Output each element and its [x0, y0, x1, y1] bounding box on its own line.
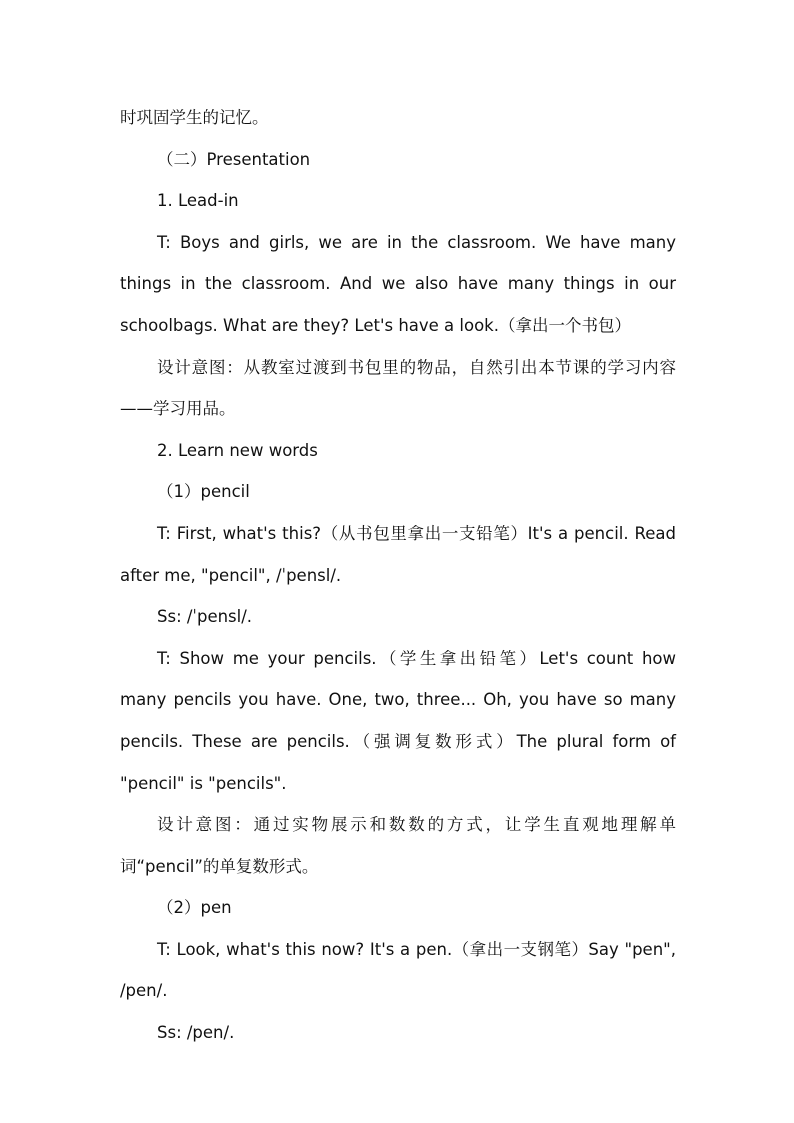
subheading-lead-in: 1. Lead-in	[157, 191, 239, 211]
paragraph-design-intent-2: 设计意图：通过实物展示和数数的方式，让学生直观地理解单词“pencil”的单复数形式。	[120, 815, 676, 876]
document-body	[120, 97, 676, 1054]
word-heading-pencil: （1）pencil	[157, 482, 250, 502]
paragraph-teacher-pen: T: Look, what's this now? It's a pen.（拿出一支钢笔）Say "pen", /pen/.	[120, 939, 676, 1001]
paragraph-students-pen: Ss: /pen/.	[157, 1023, 235, 1043]
paragraph-memory-consolidation: 时巩固学生的记忆。	[120, 108, 269, 127]
paragraph-students-pencil: Ss: /ˈpensl/.	[157, 607, 253, 627]
paragraph-teacher-intro: T: Boys and girls, we are in the classroom. We have many things in the classroom. And we also have many things in our schoolbags. What are they? Let's have a look.（拿出一个书包）	[120, 232, 676, 335]
word-heading-pen: （2）pen	[157, 898, 232, 918]
paragraph-design-intent-1: 设计意图：从教室过渡到书包里的物品，自然引出本节课的学习内容——学习用品。	[120, 357, 676, 419]
paragraph-teacher-pencil: T: First, what's this?（从书包里拿出一支铅笔）It's a pencil. Read after me, "pencil", /ˈpensl/.	[120, 523, 676, 585]
section-heading-presentation: （二）Presentation	[157, 149, 311, 169]
subheading-learn-new-words: 2. Learn new words	[157, 440, 318, 460]
paragraph-teacher-pencils: T: Show me your pencils.（学生拿出铅笔）Let's count how many pencils you have. One, two, three... Oh, you have so many pencils. These are pencils.（强调复数形式）The plural form of "pencil" is "pencils".	[120, 648, 676, 793]
